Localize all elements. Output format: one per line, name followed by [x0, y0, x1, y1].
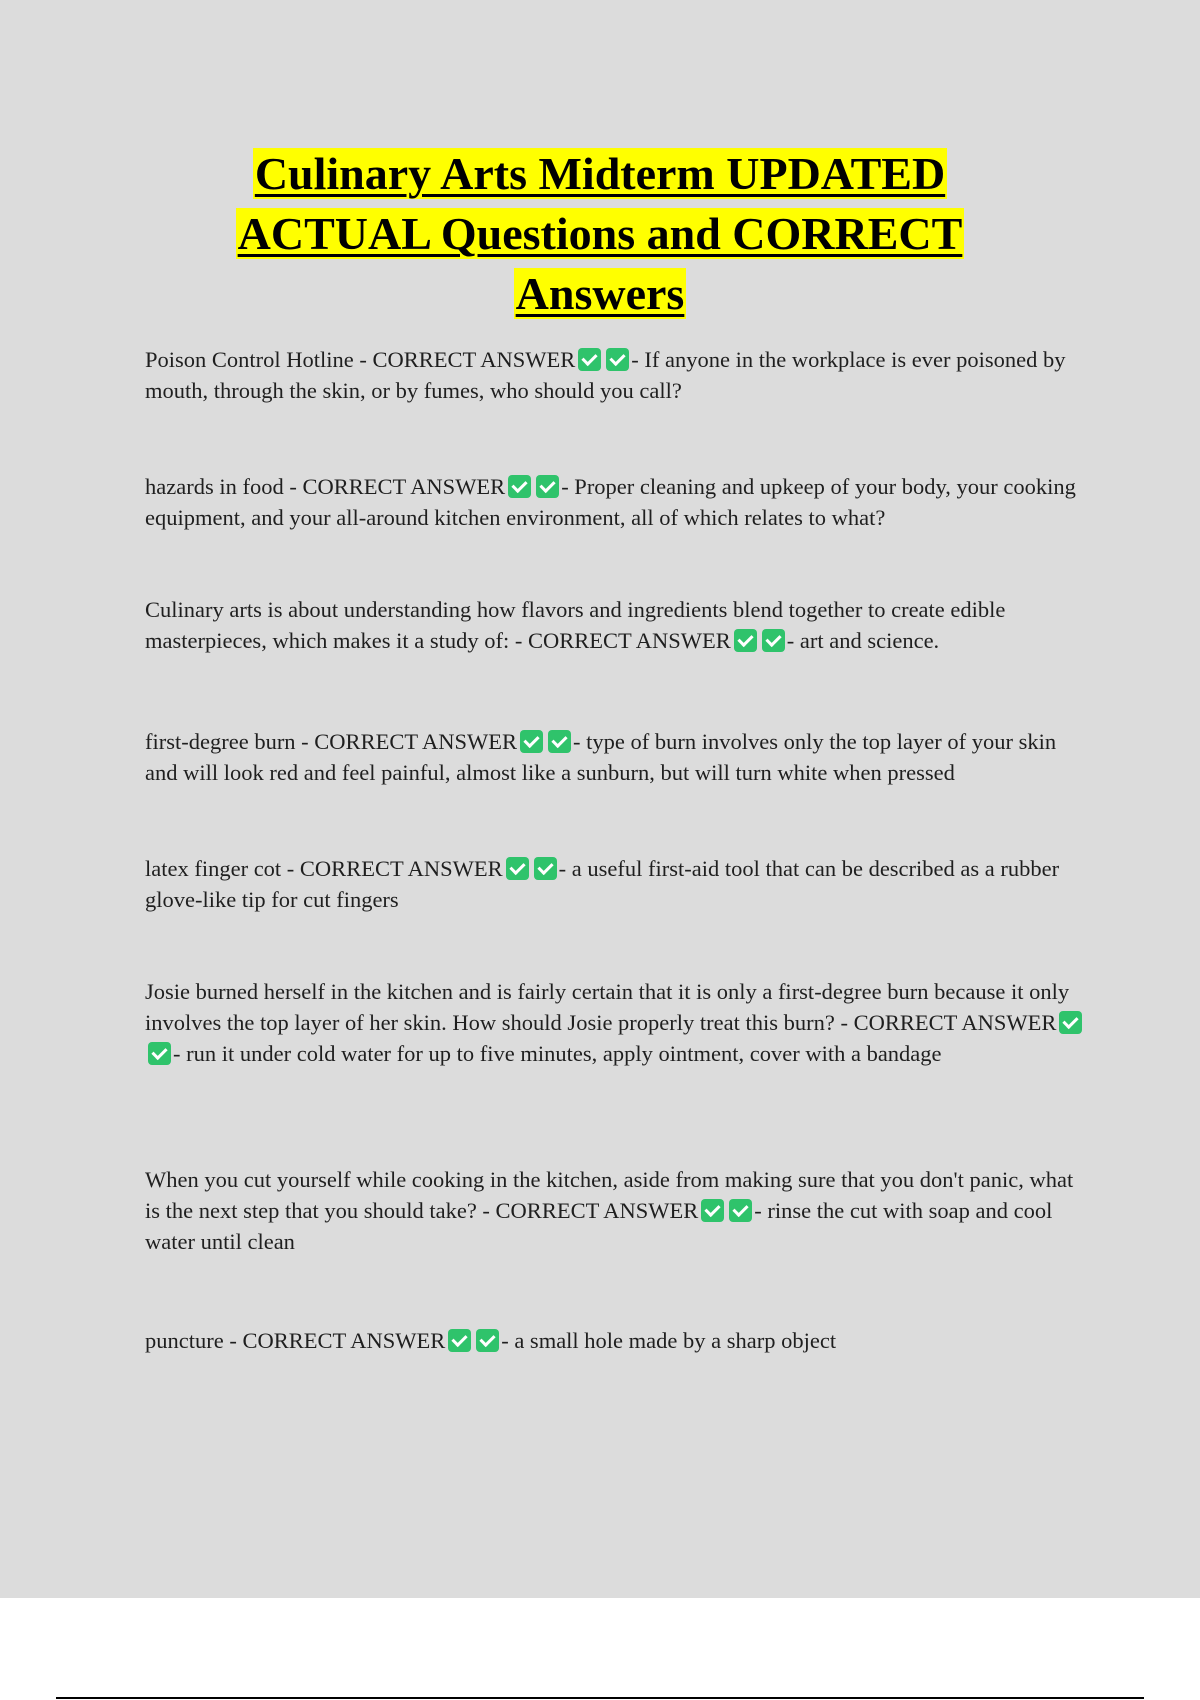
qa-question: Poison Control Hotline - CORRECT ANSWER — [145, 347, 576, 372]
qa-question: - a small hole made by a sharp object — [501, 1328, 837, 1353]
qa-item-7 — [145, 1164, 1090, 1257]
check-mark-icon — [548, 730, 571, 753]
check-mark-icon — [701, 1199, 724, 1222]
qa-item-4 — [145, 726, 1090, 788]
qa-answer: - rinse the cut with soap and cool water until clean — [145, 1198, 1053, 1254]
qa-answer: hazards in food - CORRECT ANSWER — [145, 474, 506, 499]
check-mark-icon — [448, 1329, 471, 1352]
title-line — [0, 204, 1200, 264]
qa-question: Culinary arts is about understanding how flavors and ingredients blend together to create edible masterpieces, which makes it a study of: - CORRECT ANSWER — [145, 597, 1006, 653]
qa-answer: first-degree burn - CORRECT ANSWER — [145, 729, 518, 754]
qa-question: - Proper cleaning and upkeep of your body, your cooking equipment, and your all-around kitchen environment, all of which relates to what? — [145, 474, 1076, 530]
check-mark-icon — [508, 475, 531, 498]
qa-question: When you cut yourself while cooking in the kitchen, aside from making sure that you don't panic, what is the next step that you should take? - CORRECT ANSWER — [145, 1167, 1074, 1223]
check-mark-icon — [536, 475, 559, 498]
title-line — [0, 144, 1200, 204]
check-mark-icon — [734, 629, 757, 652]
qa-answer: - If anyone in the workplace is ever poisoned by mouth, through the skin, or by fumes, who should you call? — [145, 347, 1066, 403]
check-mark-icon — [506, 857, 529, 880]
qa-question: - type of burn involves only the top layer of your skin and will look red and feel painful, almost like a sunburn, but will turn white when pressed — [145, 729, 1057, 785]
check-mark-icon — [606, 348, 629, 371]
qa-item-1 — [145, 344, 1090, 406]
qa-question: - a useful first-aid tool that can be described as a rubber glove-like tip for cut fingers — [145, 856, 1060, 912]
title-line-2: ACTUAL Questions and CORRECT — [237, 208, 963, 259]
check-mark-icon — [148, 1042, 171, 1065]
check-mark-icon — [520, 730, 543, 753]
check-mark-icon — [1059, 1011, 1082, 1034]
qa-item-8 — [145, 1325, 1090, 1356]
qa-item-3 — [145, 594, 1090, 656]
qa-answer: latex finger cot - CORRECT ANSWER — [145, 856, 503, 881]
check-mark-icon — [578, 348, 601, 371]
check-mark-icon — [534, 857, 557, 880]
footer-divider — [56, 1697, 1144, 1699]
qa-question: Josie burned herself in the kitchen and is fairly certain that it is only a first-degree burn because it only involves the top layer of her skin. How should Josie properly treat this burn? - CORRECT ANSWER — [145, 979, 1070, 1035]
qa-answer: - art and science. — [786, 628, 940, 653]
qa-answer: puncture - CORRECT ANSWER — [145, 1328, 446, 1353]
qa-answer: - run it under cold water for up to five minutes, apply ointment, cover with a bandage — [173, 1041, 942, 1066]
check-mark-icon — [729, 1199, 752, 1222]
qa-item-6 — [145, 976, 1090, 1069]
qa-item-5 — [145, 853, 1090, 915]
qa-item-2 — [145, 471, 1090, 533]
document-title — [0, 144, 1200, 324]
check-mark-icon — [762, 629, 785, 652]
check-mark-icon — [476, 1329, 499, 1352]
title-line — [0, 264, 1200, 324]
title-line-1: Culinary Arts Midterm UPDATED — [254, 148, 946, 199]
title-line-3: Answers — [515, 268, 685, 319]
